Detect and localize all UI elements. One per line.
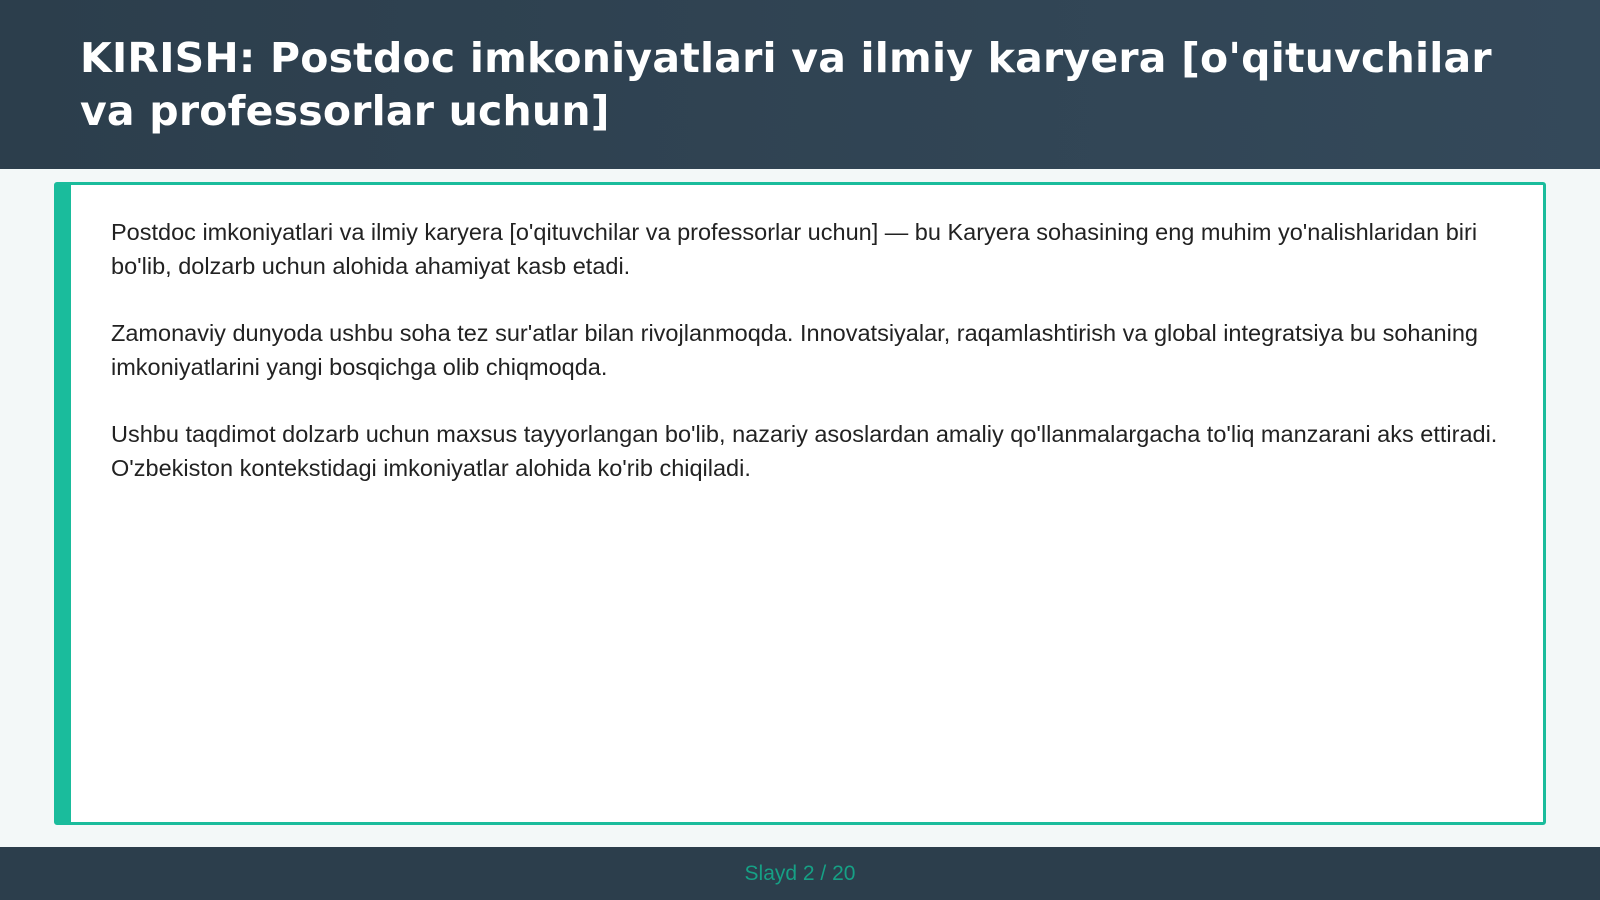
content-paragraph: Zamonaviy dunyoda ushbu soha tez sur'atlar bilan rivojlanmoqda. Innovatsiyalar, raqamlashtirish va global integratsiya bu sohaning imkoniyatlarini yangi bosqichga olib chiqmoqda. (111, 320, 1478, 380)
content-paragraph: Postdoc imkoniyatlari va ilmiy karyera [o'qituvchilar va professorlar uchun] — bu Karyera sohasining eng muhim yo'nalishlaridan biri bo'lib, dolzarb uchun alohida ahamiyat kasb etadi. (111, 219, 1478, 279)
content-card (54, 182, 1546, 825)
slide-counter: Slayd 2 / 20 (744, 861, 856, 885)
slide-footer (0, 847, 1600, 900)
slide-header (0, 0, 1600, 169)
content-paragraph: Ushbu taqdimot dolzarb uchun maxsus tayyorlangan bo'lib, nazariy asoslardan amaliy qo'llanmalargacha to'liq manzarani aks ettiradi. O'zbekiston kontekstidagi imkoniyatlar alohida ko'rib chiqiladi. (111, 421, 1498, 481)
slide-title: KIRISH: Postdoc imkoniyatlari va ilmiy karyera [o'qituvchilar va professorlar uchun] (80, 34, 1492, 135)
